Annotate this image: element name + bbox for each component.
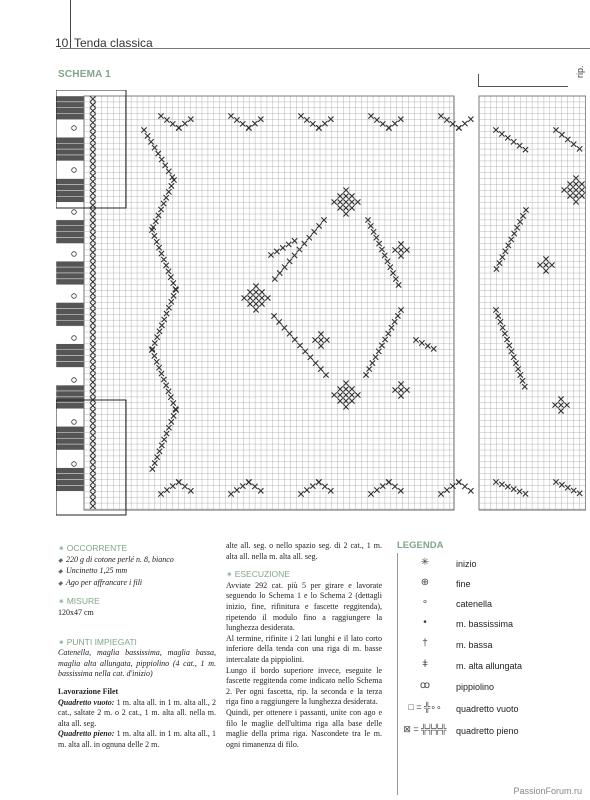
edging-cell [56,190,84,196]
punti-text: Catenella, maglia bassissima, maglia bassa, maglia alta allungata, pippiolino (4 cat., 1 m. bassissima nella cat. d'inizio) [58,648,216,679]
edging-cell [56,179,84,185]
picot-mark [72,210,77,215]
edging-cell [56,108,84,114]
quadretto-pieno-text: Quadretto pieno: 1 m. alta all. in 1 m. alta all., 1 m. alta all. in ognuna delle 2 m. [58,729,216,749]
edging-cell [56,391,84,397]
edging-cell [56,137,84,143]
edging-cell [56,149,84,155]
edging-cell [56,438,84,444]
legend-divider [397,553,398,795]
edging-cell [56,185,84,191]
picot-mark [72,336,77,341]
edging-cell [56,238,84,244]
edging-cell [56,426,84,432]
legend-item-quadretto-vuoto: □ = ╬∘∘ quadretto vuoto [400,702,585,722]
quadretto-vuoto-text: Quadretto vuoto: 1 m. alta all. in 1 m. alta all., 2 cat., saltate 2 m. o 2 cat., 1 m. alta all. nella m. alta all. seg. [58,697,216,728]
edging-cell [56,114,84,120]
edging-cell [56,279,84,285]
border-wave [462,121,467,126]
page-number: 10 [55,36,69,50]
legend-item-fine: ⊕ fine [400,577,585,597]
misure-heading: ✴ MISURE [58,596,100,607]
edging-cell [56,480,84,486]
edging-cell [56,350,84,356]
fine-icon: ⊕ [420,577,430,588]
esecuzione-heading: ✴ ESECUZIONE [226,569,290,580]
edging-cell [56,261,84,267]
border-wave [456,125,461,130]
picot-mark [72,168,77,173]
edging-cell [56,432,84,438]
catenella-icon: ∘ [421,597,429,608]
edging-cell [56,485,84,491]
edging-cell [56,226,84,232]
edging-cell [56,385,84,391]
edging-cell [56,403,84,409]
filet-chart [56,90,586,520]
bassissima-icon: • [423,617,427,628]
chart-grid-border-repeat [479,96,586,510]
edging-cell [56,474,84,480]
picot-mark [72,378,77,383]
esecuzione-paragraph: Avviate 292 cat. più 5 per girare e lavorate seguendo lo Schema 1 e lo Schema 2 (dettagli inizio, fine, rifinitura e fascette reggitenda), ripetendo il modulo fino a raggiungere la lunghezza desiderata. [226,580,382,633]
legend-title: LEGENDA [397,540,444,551]
continued-text: alte all. seg. o nello spazio seg. di 2 cat., 1 m. alta all. nella m. alta all. seg. [226,541,382,561]
picot-mark [72,462,77,467]
edging-cell [56,344,84,350]
border-wave [468,488,473,493]
schema-title: SCHEMA 1 [58,69,111,80]
edging-cell [56,314,84,320]
picot-mark [72,252,77,257]
legend-item-quadretto-pieno: ⊠ = ╬╬╬╬ quadretto pieno [400,724,585,744]
edging-cell [56,303,84,309]
edging-cell [56,362,84,368]
pippiolino-icon: ꝏ [419,680,431,691]
repeat-marker-line [478,86,568,87]
edging-cell [56,143,84,149]
legend-item-pippiolino: ꝏ pippiolino [400,680,585,700]
materials-column [58,543,216,751]
picot-mark [72,294,77,299]
repeat-marker-tick [478,74,479,86]
edging-cell [56,96,84,102]
picot-mark [72,126,77,131]
inizio-icon: ✳ [420,557,430,568]
header-divider [70,0,71,48]
border-wave [456,479,461,484]
edging-cell [56,468,84,474]
edging-cell [56,273,84,279]
picot-mark [72,420,77,425]
legend-item-bassa: † m. bassa [400,638,585,658]
edging-cell [56,267,84,273]
instructions-column [226,541,382,750]
page-title: Tenda classica [74,36,153,50]
edging-cell [56,308,84,314]
occorrente-item: ◆ Ago per affrancare i fili [58,577,143,587]
border-wave [468,116,473,121]
edging-cell [56,444,84,450]
quadretto-vuoto-icon: □ = ╬∘∘ [408,702,442,712]
esecuzione-paragraph: Lungo il bordo superiore invece, eseguite le fascette reggitenda come indicato nello Schema 2. Per ogni fascetta, rip. la seconda e la terza riga fino a raggiungere la lunghezza desiderata. [226,665,382,707]
legend-item-inizio: ✳ inizio [400,557,585,577]
esecuzione-paragraph: Quindi, per ottenere i passanti, unite con ago e filo le maglie dell'ultima riga alla base delle maglie della prima riga. Nascondete tra le m. ogni rimanenza di filo. [226,707,382,749]
punti-heading: ✴ PUNTI IMPIEGATI [58,636,137,647]
misure-value: 120x47 cm [58,607,94,617]
occorrente-item: ◆ Uncinetto 1,25 mm [58,566,128,576]
lavorazione-heading: Lavorazione Filet [58,686,119,696]
quadretto-pieno-icon: ⊠ = ╬╬╬╬ [403,724,447,734]
edging-cell [56,220,84,226]
watermark: PassionForum.ru [513,786,582,796]
legend-item-catenella: ∘ catenella [400,597,585,617]
edging-cell [56,102,84,108]
occorrente-item: ◆ 220 g di cotone perlé n. 8, bianco [58,554,174,564]
occorrente-heading: ✴ OCCORRENTE [58,543,128,553]
legend-item-alta-allungata: ǂ m. alta allungata [400,659,585,679]
chart-grid-border [84,96,454,510]
esecuzione-paragraph: Al termine, rifinite i 2 lati lunghi e il lato corto inferiore della tenda con una riga di m. basse intercalate da pippiolini. [226,633,382,664]
edging-cell [56,196,84,202]
border-wave [462,484,467,489]
legend-item-bassissima: • m. bassissima [400,617,585,637]
edging-cell [56,356,84,362]
edging-cell [56,155,84,161]
alta-allungata-icon: ǂ [422,659,428,670]
bassa-icon: † [422,638,428,649]
edging-cell [56,232,84,238]
edging-cell [56,320,84,326]
repeat-label: rip. [575,65,585,78]
